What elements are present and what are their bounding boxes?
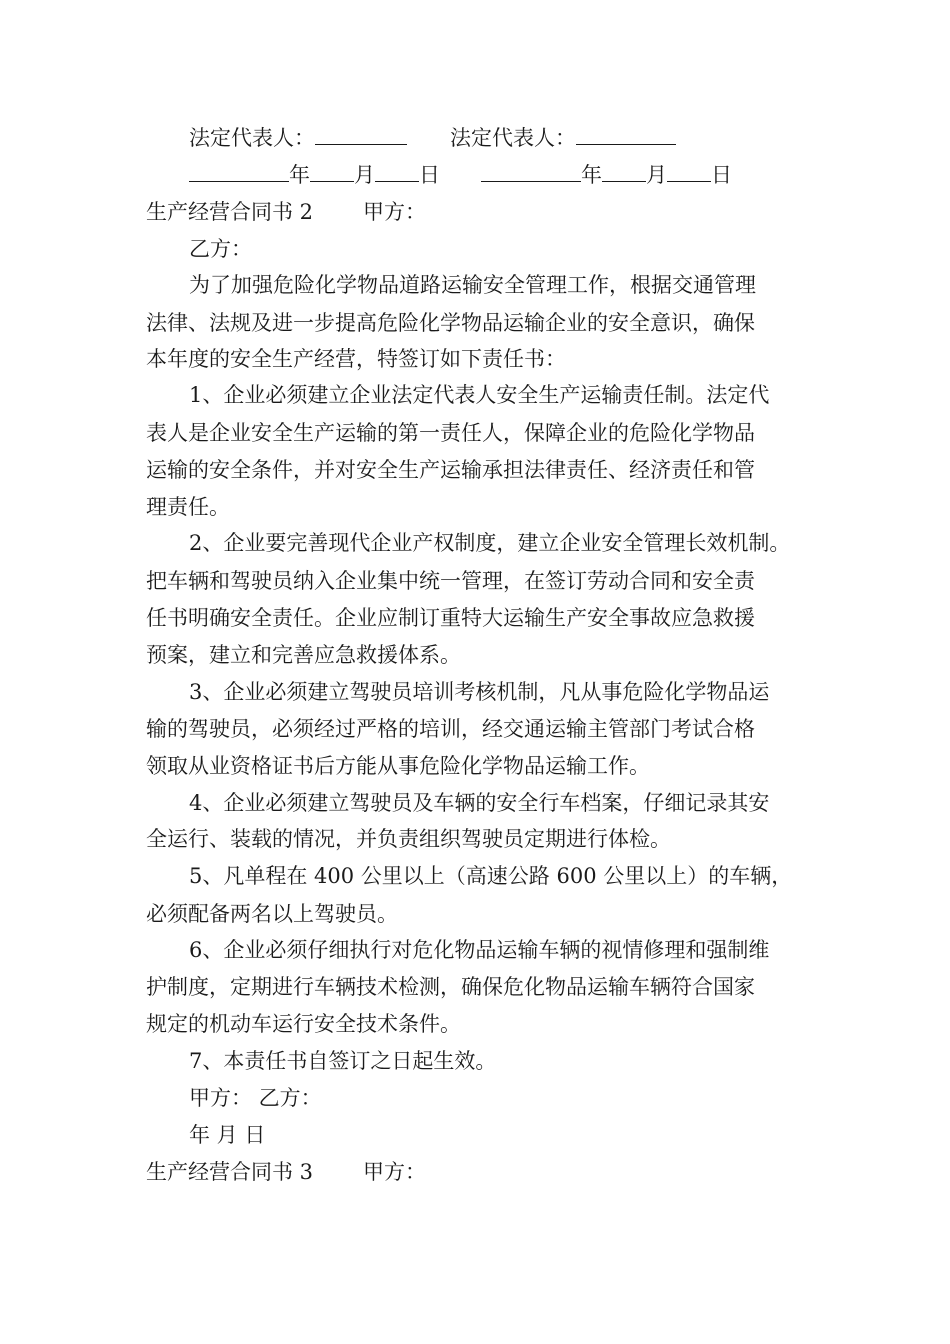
body-line: 运输的安全条件，并对安全生产运输承担法律责任、经济责任和管 bbox=[146, 458, 755, 482]
body-line: 预案，建立和完善应急救援体系。 bbox=[146, 643, 461, 667]
body-line: 表人是企业安全生产运输的第一责任人，保障企业的危险化学物品 bbox=[146, 421, 755, 445]
clause-6: 6、企业必须仔细执行对危化物品运输车辆的视情修理和强制维 bbox=[189, 938, 770, 962]
body-line: 护制度，定期进行车辆技术检测，确保危化物品运输车辆符合国家 bbox=[146, 975, 755, 999]
party-a-label: 甲方： bbox=[363, 1160, 426, 1184]
party-a-heading-2 bbox=[363, 197, 426, 227]
clause-5: 5、凡单程在 400 公里以上（高速公路 600 公里以上）的车辆， bbox=[189, 864, 793, 888]
body-line: 必须配备两名以上驾驶员。 bbox=[146, 902, 398, 926]
year-blank bbox=[189, 159, 289, 182]
day-label: 日 bbox=[711, 163, 732, 187]
contract-title-2: 生产经营合同书 2 bbox=[146, 200, 314, 224]
body-line: 把车辆和驾驶员纳入企业集中统一管理，在签订劳动合同和安全责 bbox=[146, 569, 755, 593]
body-line: 法律、法规及进一步提高危险化学物品运输企业的安全意识，确保 bbox=[146, 311, 755, 335]
closing-parties: 甲方： 乙方： bbox=[189, 1086, 322, 1110]
body-line: 输的驾驶员，必须经过严格的培训，经交通运输主管部门考试合格 bbox=[146, 717, 755, 741]
date-row-left bbox=[189, 159, 440, 190]
party-b-label: 乙方： bbox=[189, 237, 252, 261]
clause-2: 2、企业要完善现代企业产权制度，建立企业安全管理长效机制。 bbox=[189, 531, 791, 555]
date-row-right bbox=[481, 159, 732, 190]
year-label: 年 bbox=[289, 163, 310, 187]
month-label: 月 bbox=[646, 163, 667, 187]
legal-rep-row-right bbox=[450, 122, 676, 153]
body-line: 全运行、装载的情况，并负责组织驾驶员定期进行体检。 bbox=[146, 827, 671, 851]
legal-rep-label-right: 法定代表人： bbox=[450, 126, 576, 150]
month-blank bbox=[310, 159, 354, 182]
legal-rep-blank-left bbox=[315, 122, 407, 145]
year-blank bbox=[481, 159, 581, 182]
legal-rep-row bbox=[189, 122, 407, 153]
day-label: 日 bbox=[419, 163, 440, 187]
clause-7: 7、本责任书自签订之日起生效。 bbox=[189, 1049, 497, 1073]
body-line: 任书明确安全责任。企业应制订重特大运输生产安全事故应急救援 bbox=[146, 606, 755, 630]
clause-3: 3、企业必须建立驾驶员培训考核机制，凡从事危险化学物品运 bbox=[189, 680, 770, 704]
year-label: 年 bbox=[581, 163, 602, 187]
clause-4: 4、企业必须建立驾驶员及车辆的安全行车档案，仔细记录其安 bbox=[189, 791, 770, 815]
party-a-heading-3 bbox=[363, 1157, 426, 1187]
month-blank bbox=[602, 159, 646, 182]
day-blank bbox=[667, 159, 711, 182]
month-label: 月 bbox=[354, 163, 375, 187]
closing-date: 年 月 日 bbox=[189, 1123, 266, 1147]
contract-title-3: 生产经营合同书 3 bbox=[146, 1160, 314, 1184]
party-a-label: 甲方： bbox=[363, 200, 426, 224]
clause-1: 1、企业必须建立企业法定代表人安全生产运输责任制。法定代 bbox=[189, 383, 770, 407]
body-line: 规定的机动车运行安全技术条件。 bbox=[146, 1012, 461, 1036]
legal-rep-label-left: 法定代表人： bbox=[189, 126, 315, 150]
legal-rep-blank-right bbox=[576, 122, 676, 145]
body-line: 领取从业资格证书后方能从事危险化学物品运输工作。 bbox=[146, 754, 650, 778]
body-line: 理责任。 bbox=[146, 495, 230, 519]
contract-heading-3 bbox=[146, 1157, 313, 1187]
body-line: 为了加强危险化学物品道路运输安全管理工作，根据交通管理 bbox=[189, 273, 756, 297]
day-blank bbox=[375, 159, 419, 182]
contract-heading-2 bbox=[146, 197, 313, 227]
body-line: 本年度的安全生产经营，特签订如下责任书： bbox=[146, 347, 566, 371]
